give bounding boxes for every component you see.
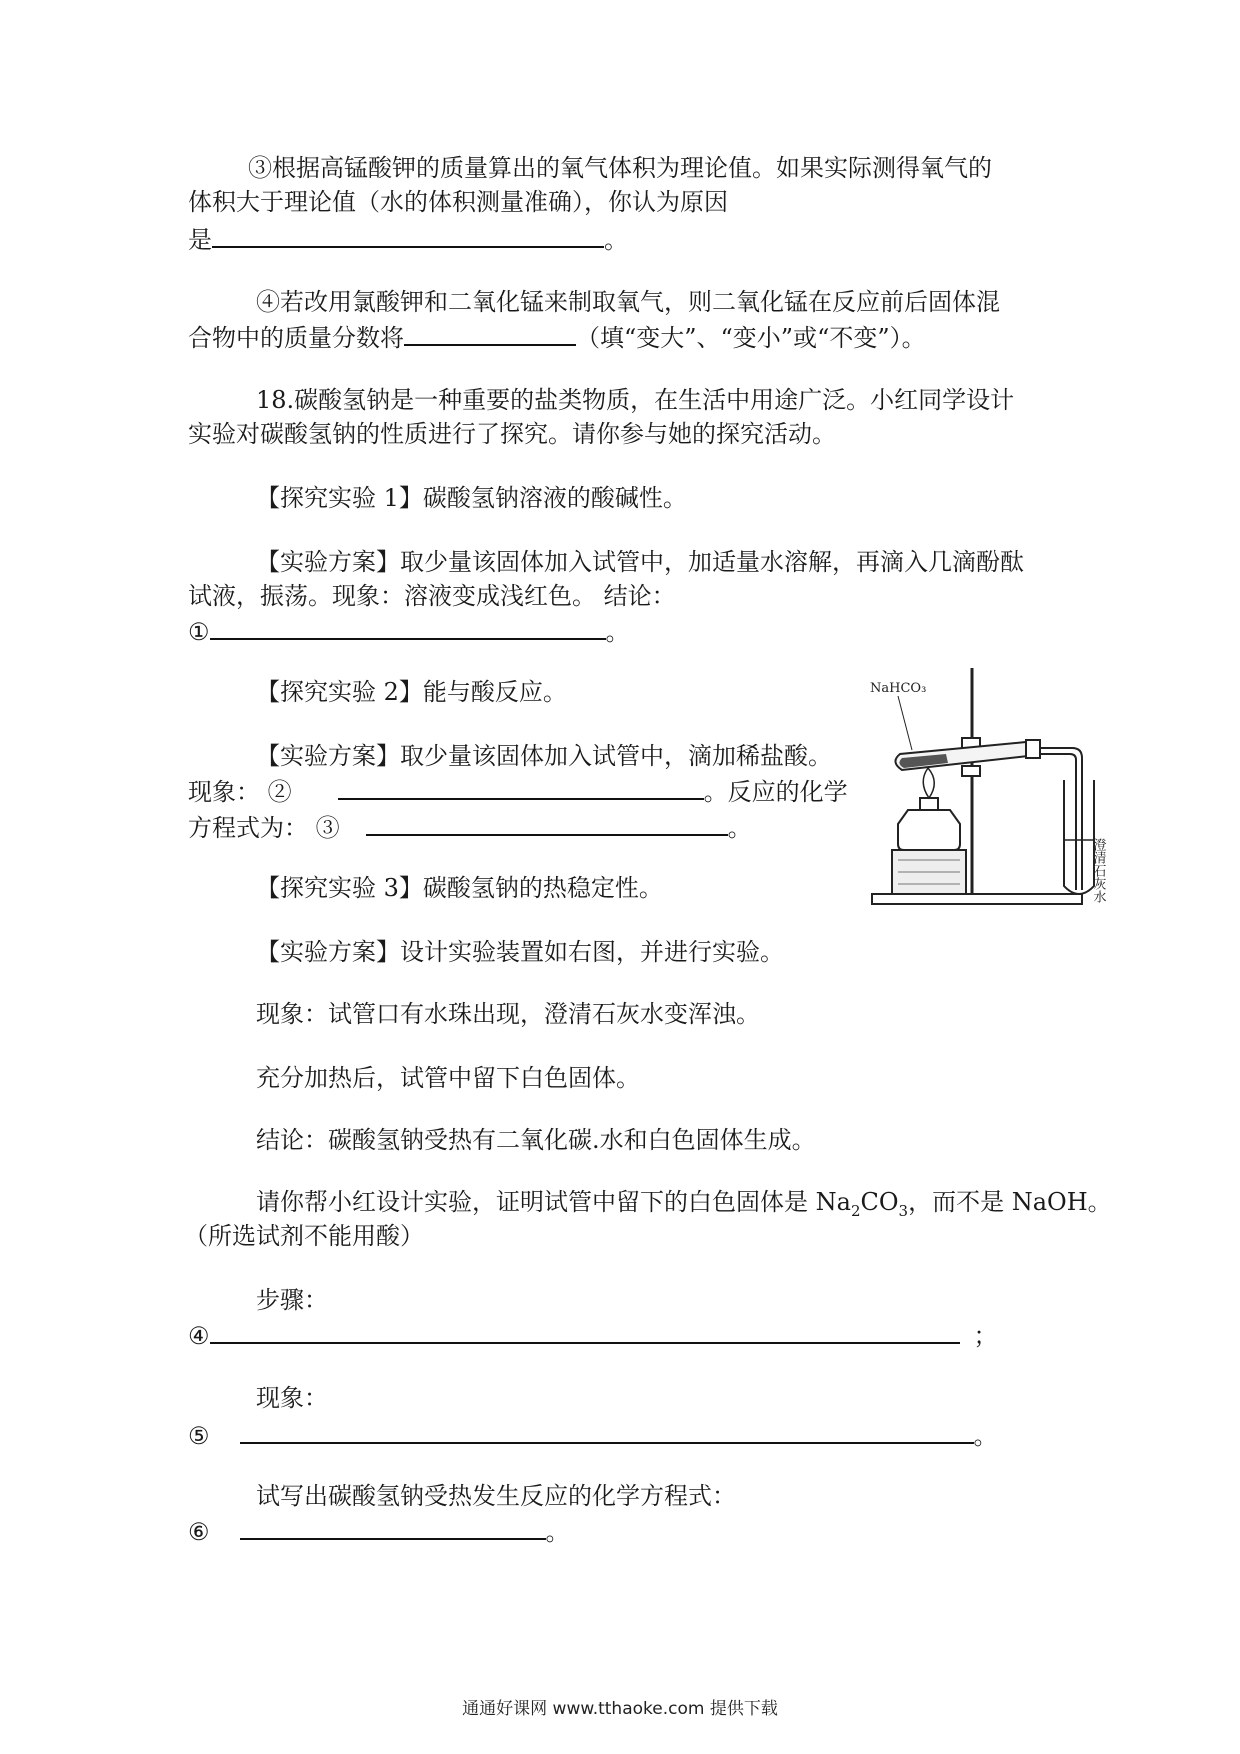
answer-blank-4[interactable] bbox=[210, 1318, 960, 1344]
phenomenon-answer-line bbox=[188, 1418, 998, 1452]
page-footer: 通通好课网 www.tthaoke.com 提供下载 bbox=[462, 1699, 778, 1719]
answer-blank-1[interactable] bbox=[210, 614, 606, 640]
q17-part3-line2: 体积大于理论值（水的体积测量准确），你认为原因 bbox=[188, 188, 728, 216]
label-pointer bbox=[898, 696, 912, 750]
exp1-answer-line bbox=[188, 614, 630, 648]
answer-blank-5[interactable] bbox=[240, 1418, 974, 1444]
answer-blank-6[interactable] bbox=[240, 1514, 546, 1540]
exp1-plan-line2: 试液，振荡。现象：溶液变成浅红色。 结论： bbox=[188, 582, 676, 610]
heating-apparatus-figure bbox=[868, 660, 1118, 922]
q17-part4-prefix: 合物中的质量分数将 bbox=[188, 324, 404, 352]
phenomenon-label: 现象： bbox=[256, 1384, 328, 1412]
q17-part3-line1: ③根据高锰酸钾的质量算出的氧气体积为理论值。如果实际测得氧气的 bbox=[248, 154, 992, 182]
semicolon-4: ； bbox=[973, 1322, 998, 1350]
design-line1-prefix: 请你帮小红设计实验，证明试管中留下的白色固体是 Na bbox=[256, 1188, 851, 1216]
exp2-title: 【探究实验 2】能与酸反应。 bbox=[256, 678, 567, 706]
exp2-equation-line bbox=[188, 810, 752, 844]
q17-part3-prefix: 是 bbox=[188, 226, 212, 254]
exp3-title: 【探究实验 3】碳酸氢钠的热稳定性。 bbox=[256, 874, 663, 902]
mark-4: ④ bbox=[188, 1322, 210, 1350]
exp2-phenomenon-prefix: 现象： ② bbox=[188, 778, 292, 806]
steps-answer-line bbox=[188, 1318, 998, 1352]
exp2-equation-prefix: 方程式为： ③ bbox=[188, 814, 340, 842]
period-5: 。 bbox=[973, 1422, 998, 1450]
label-limewater: 澄清石灰水 bbox=[1090, 838, 1106, 903]
answer-blank-reason[interactable] bbox=[212, 222, 604, 248]
steps-label: 步骤： bbox=[256, 1286, 328, 1314]
receiving-tube bbox=[1064, 780, 1094, 894]
q17-part4-line1: ④若改用氯酸钾和二氧化锰来制取氧气，则二氧化锰在反应前后固体混 bbox=[256, 288, 1000, 316]
exp1-title: 【探究实验 1】碳酸氢钠溶液的酸碱性。 bbox=[256, 484, 687, 512]
formula-subscript-2: 2 bbox=[850, 1201, 861, 1220]
mark-1: ① bbox=[188, 618, 210, 646]
stopper bbox=[1026, 740, 1040, 758]
exp3-after-heating: 充分加热后，试管中留下白色固体。 bbox=[256, 1064, 640, 1092]
period-1: 。 bbox=[605, 618, 630, 646]
answer-blank-3[interactable] bbox=[366, 810, 728, 836]
q17-part4-line2 bbox=[188, 320, 926, 354]
answer-blank-mass-fraction[interactable] bbox=[404, 320, 576, 346]
answer-blank-2[interactable] bbox=[338, 774, 704, 800]
formula-co: CO bbox=[860, 1188, 899, 1216]
exp1-plan-line1: 【实验方案】取少量该固体加入试管中，加适量水溶解，再滴入几滴酚酞 bbox=[256, 548, 1024, 576]
exp3-conclusion: 结论：碳酸氢钠受热有二氧化碳.水和白色固体生成。 bbox=[256, 1126, 816, 1154]
exp3-phenomenon: 现象：试管口有水珠出现，澄清石灰水变浑浊。 bbox=[256, 1000, 760, 1028]
mark-5: ⑤ bbox=[188, 1422, 210, 1450]
exp3-plan: 【实验方案】设计实验装置如右图，并进行实验。 bbox=[256, 938, 784, 966]
clamp-bottom bbox=[962, 766, 980, 776]
q18-intro-line1: 18.碳酸氢钠是一种重要的盐类物质，在生活中用途广泛。小红同学设计 bbox=[256, 386, 1015, 414]
alcohol-lamp bbox=[898, 768, 960, 850]
equation-prompt: 试写出碳酸氢钠受热发生反应的化学方程式： bbox=[256, 1482, 736, 1510]
q18-intro-line2: 实验对碳酸氢钠的性质进行了探究。请你参与她的探究活动。 bbox=[188, 420, 836, 448]
period-3: 。 bbox=[727, 814, 752, 842]
design-line2: （所选试剂不能用酸） bbox=[184, 1222, 424, 1250]
exp2-plan: 【实验方案】取少量该固体加入试管中，滴加稀盐酸。 bbox=[256, 742, 832, 770]
formula-subscript-3: 3 bbox=[898, 1201, 909, 1220]
flame bbox=[923, 768, 934, 798]
mark-6: ⑥ bbox=[188, 1518, 210, 1546]
q17-part3-line3 bbox=[188, 222, 628, 256]
q17-part4-suffix: （填“变大”、“变小”或“不变”）。 bbox=[576, 324, 926, 352]
equation-answer-line bbox=[188, 1514, 570, 1548]
stand-base bbox=[872, 894, 1082, 904]
period-6: 。 bbox=[545, 1518, 570, 1546]
exp2-phenomenon-suffix: 。反应的化学 bbox=[703, 778, 848, 806]
design-line1-suffix: ，而不是 NaOH。 bbox=[908, 1188, 1112, 1216]
label-nahco3: NaHCO₃ bbox=[870, 681, 927, 696]
exp2-phenomenon-line bbox=[188, 774, 848, 808]
q17-part3-end: 。 bbox=[604, 226, 628, 254]
